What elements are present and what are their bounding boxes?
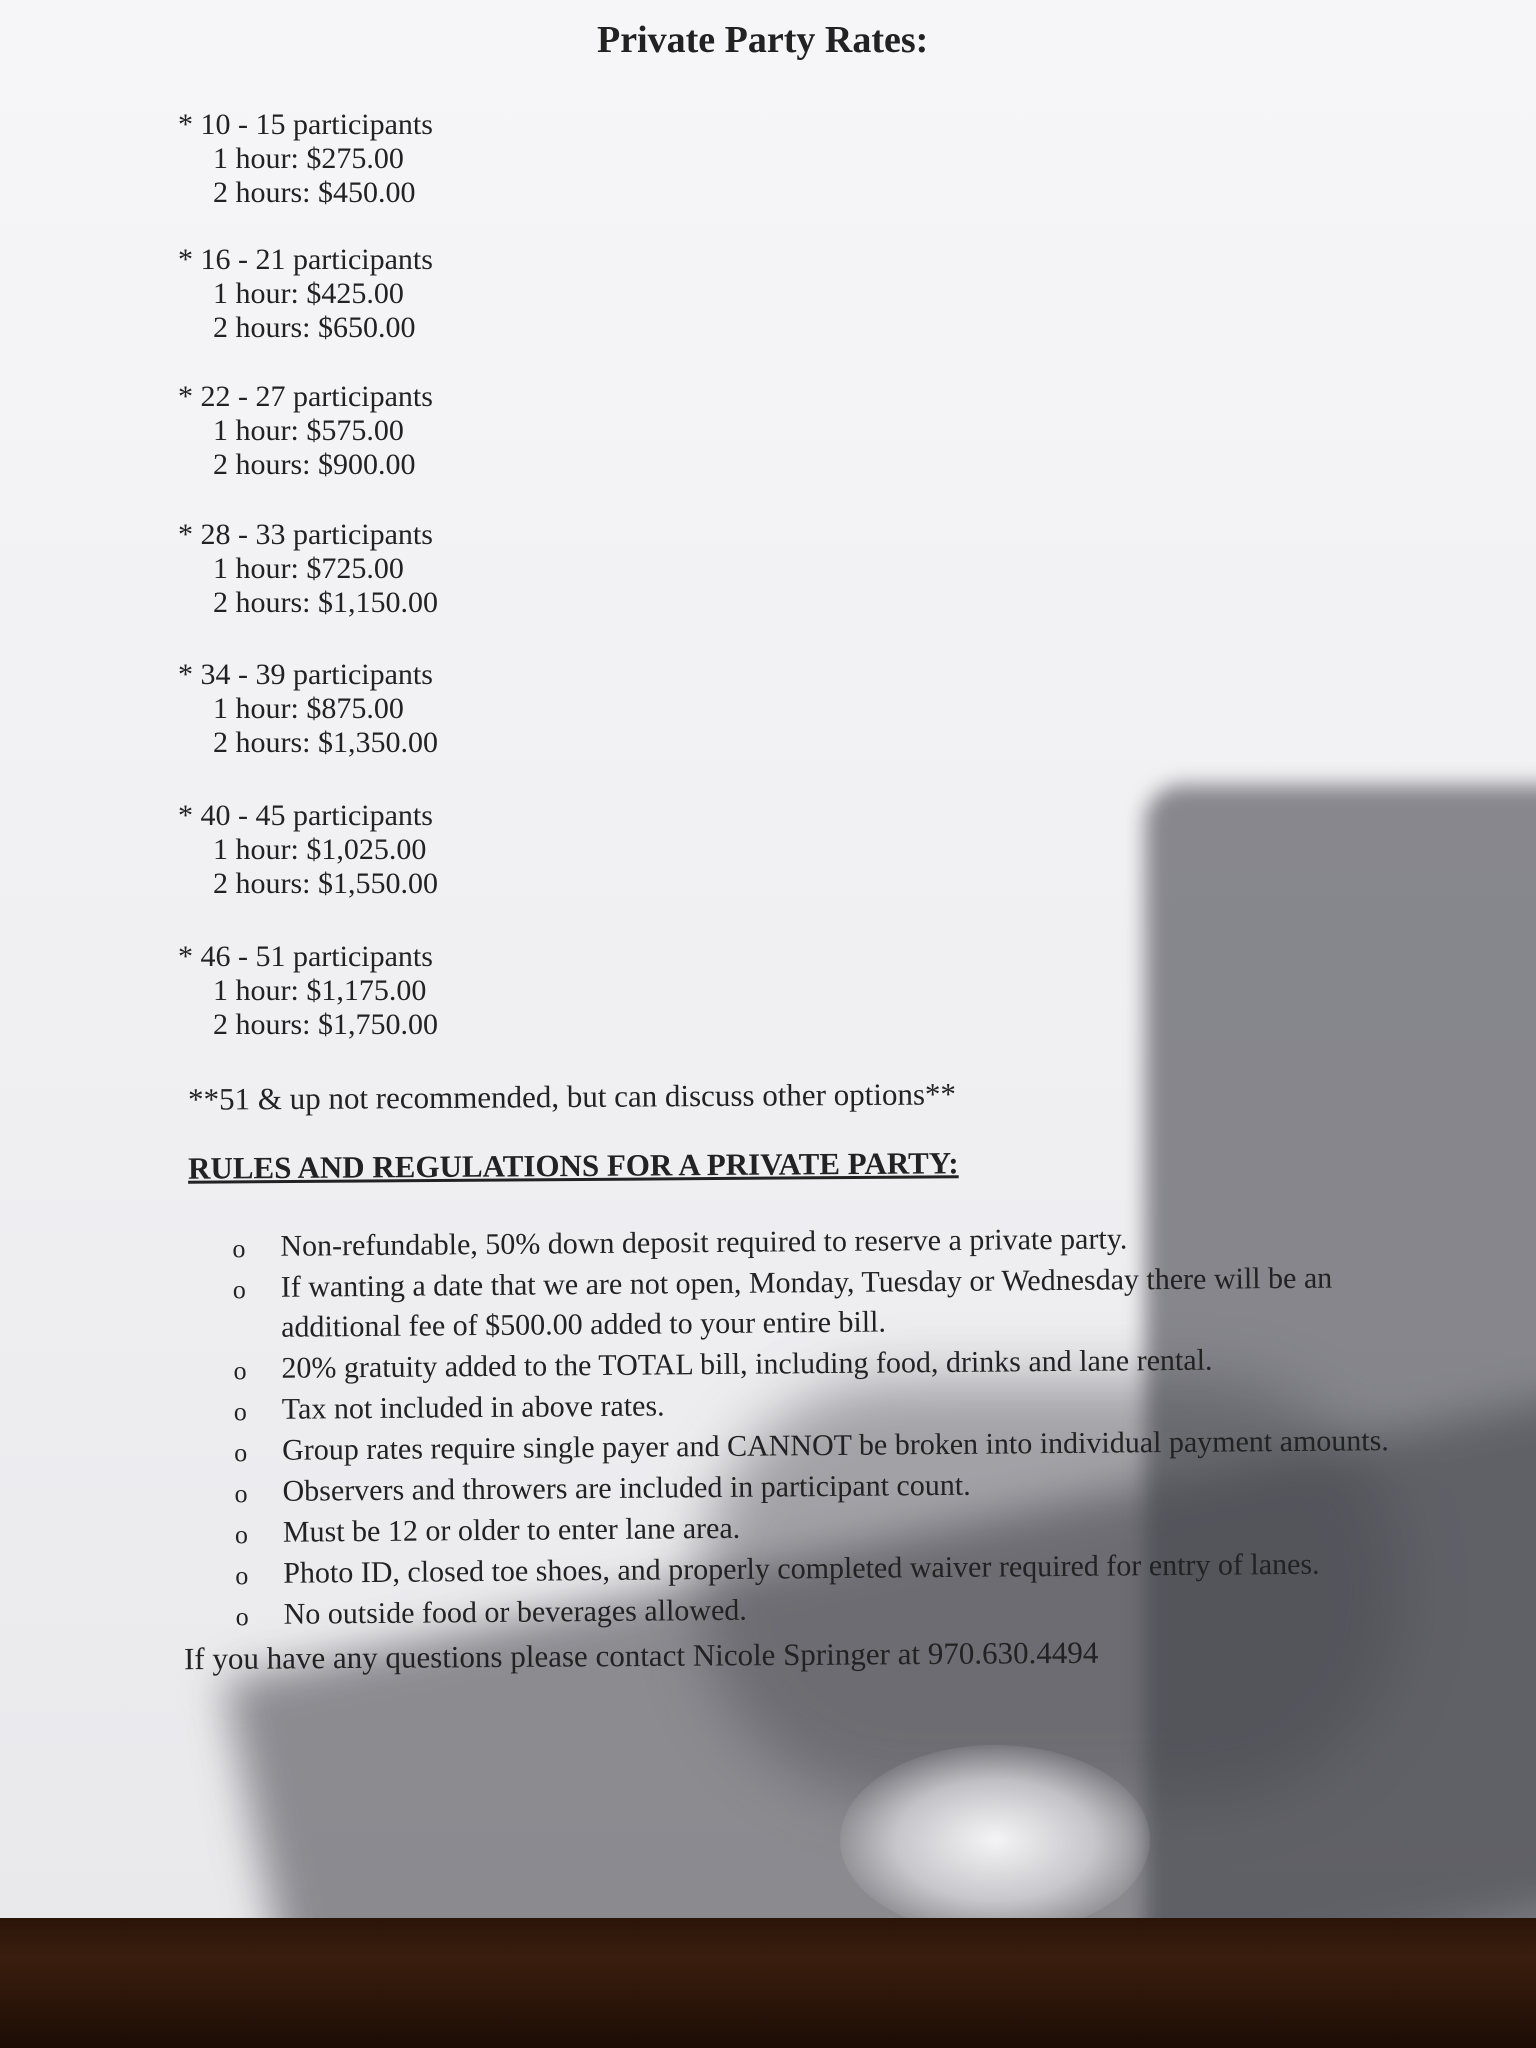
list-item: o Photo ID, closed toe shoes, and properly completed waiver required for entry of lanes. bbox=[231, 1544, 1431, 1594]
list-item: o Must be 12 or older to enter lane area. bbox=[231, 1503, 1431, 1553]
tier-two-hour-price: 2 hours: $1,550.00 bbox=[213, 867, 438, 900]
tier-one-hour-price: 1 hour: $1,025.00 bbox=[213, 833, 427, 866]
list-item: o Tax not included in above rates. bbox=[230, 1380, 1430, 1430]
tier-one-hour-price: 1 hour: $1,175.00 bbox=[213, 974, 427, 1007]
tier-two-hour-price: 2 hours: $1,750.00 bbox=[213, 1008, 438, 1041]
rate-tier bbox=[178, 658, 438, 760]
tier-one-hour-price: 1 hour: $275.00 bbox=[213, 142, 404, 175]
rate-tier bbox=[178, 380, 433, 482]
tier-one-hour-price: 1 hour: $725.00 bbox=[213, 552, 404, 585]
rules-heading: RULES AND REGULATIONS FOR A PRIVATE PARTY: bbox=[187, 1145, 959, 1186]
list-item: o No outside food or beverages allowed. bbox=[231, 1585, 1431, 1635]
tier-two-hour-price: 2 hours: $900.00 bbox=[213, 448, 416, 481]
tier-two-hour-price: 2 hours: $1,350.00 bbox=[213, 726, 438, 759]
tier-participants: * 46 - 51 participants bbox=[178, 940, 433, 973]
tier-participants: * 28 - 33 participants bbox=[178, 518, 433, 551]
tier-two-hour-price: 2 hours: $1,150.00 bbox=[213, 586, 438, 619]
rate-tier bbox=[178, 799, 438, 901]
tier-one-hour-price: 1 hour: $425.00 bbox=[213, 277, 404, 310]
list-item: o 20% gratuity added to the TOTAL bill, including food, drinks and lane rental. bbox=[229, 1339, 1429, 1389]
rate-tier bbox=[178, 940, 438, 1042]
tier-participants: * 16 - 21 participants bbox=[178, 243, 433, 276]
rate-tier bbox=[178, 108, 433, 210]
list-item: o Non-refundable, 50% down deposit required to reserve a private party. bbox=[228, 1217, 1428, 1267]
contact-line: If you have any questions please contact Nicole Springer at 970.630.4494 bbox=[183, 1634, 1099, 1677]
list-item: o Observers and throwers are included in participant count. bbox=[230, 1462, 1430, 1512]
wooden-desk bbox=[0, 1918, 1536, 2048]
tier-one-hour-price: 1 hour: $875.00 bbox=[213, 692, 404, 725]
list-item: o If wanting a date that we are not open, Monday, Tuesday or Wednesday there will be an additional fee of $500.00 added to your entire bill. bbox=[229, 1258, 1430, 1348]
tier-participants: * 40 - 45 participants bbox=[178, 799, 433, 832]
rules-list bbox=[228, 1217, 1432, 1636]
page-title: Private Party Rates: bbox=[597, 19, 929, 61]
rate-tier bbox=[178, 518, 438, 620]
large-group-note: **51 & up not recommended, but can discuss other options** bbox=[187, 1076, 957, 1117]
list-item: o Group rates require single payer and CANNOT be broken into individual payment amounts. bbox=[230, 1421, 1430, 1471]
rate-tier bbox=[178, 243, 433, 345]
tier-participants: * 22 - 27 participants bbox=[178, 380, 433, 413]
tier-two-hour-price: 2 hours: $450.00 bbox=[213, 176, 416, 209]
tier-two-hour-price: 2 hours: $650.00 bbox=[213, 311, 416, 344]
tier-participants: * 10 - 15 participants bbox=[178, 108, 433, 141]
tier-participants: * 34 - 39 participants bbox=[178, 658, 433, 691]
tier-one-hour-price: 1 hour: $575.00 bbox=[213, 414, 404, 447]
